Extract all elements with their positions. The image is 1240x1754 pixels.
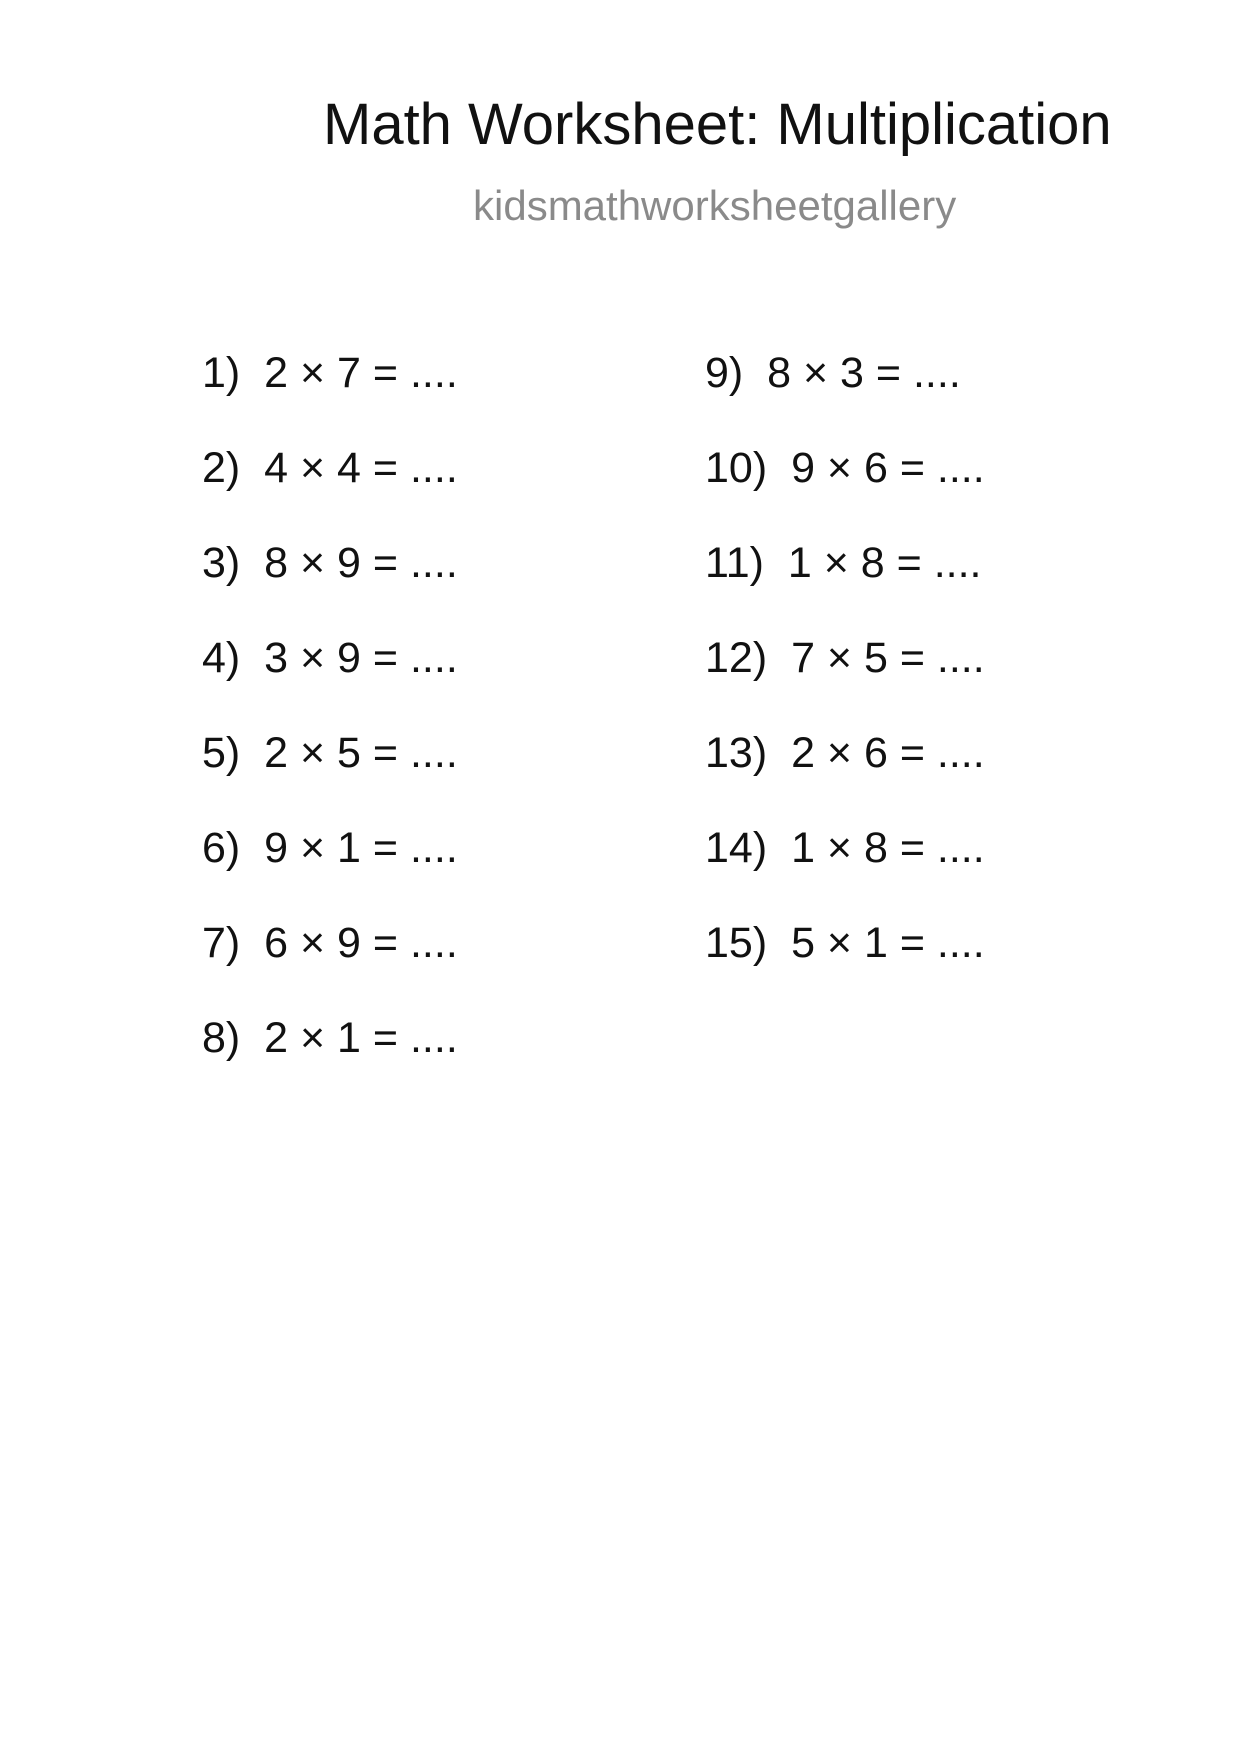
worksheet-subtitle: kidsmathworksheetgallery	[473, 182, 957, 229]
problem-number: 5)	[202, 729, 241, 777]
problem-expression: 5 × 1 = ....	[791, 919, 985, 967]
problem-expression: 3 × 9 = ....	[264, 634, 458, 682]
problem-number: 8)	[202, 1014, 241, 1062]
problem-item	[202, 444, 458, 542]
problem-item	[202, 1014, 458, 1112]
problem-expression: 7 × 5 = ....	[791, 634, 985, 682]
problem-expression: 8 × 9 = ....	[264, 539, 458, 587]
problem-item	[705, 634, 985, 732]
problem-item	[705, 444, 985, 542]
problem-expression: 2 × 1 = ....	[264, 1014, 458, 1062]
problem-column-right	[705, 349, 985, 1017]
problem-number: 1)	[202, 349, 241, 397]
problem-item	[705, 824, 985, 922]
problem-item	[202, 349, 458, 447]
problem-item	[705, 539, 985, 637]
problem-expression: 4 × 4 = ....	[264, 444, 458, 492]
problem-number: 10)	[705, 444, 768, 492]
problem-number: 2)	[202, 444, 241, 492]
problem-number: 6)	[202, 824, 241, 872]
problem-number: 14)	[705, 824, 768, 872]
problem-expression: 9 × 6 = ....	[791, 444, 985, 492]
problem-item	[202, 824, 458, 922]
problem-column-left	[202, 349, 458, 1112]
problem-item	[202, 539, 458, 637]
problem-item	[705, 349, 985, 447]
worksheet-title: Math Worksheet: Multiplication	[323, 92, 1112, 157]
problem-expression: 2 × 7 = ....	[264, 349, 458, 397]
problem-expression: 9 × 1 = ....	[264, 824, 458, 872]
problem-expression: 2 × 5 = ....	[264, 729, 458, 777]
problem-item	[705, 729, 985, 827]
problem-expression: 6 × 9 = ....	[264, 919, 458, 967]
problem-number: 13)	[705, 729, 768, 777]
problem-expression: 8 × 3 = ....	[767, 349, 961, 397]
problem-number: 9)	[705, 349, 744, 397]
problem-expression: 1 × 8 = ....	[791, 824, 985, 872]
problem-item	[202, 729, 458, 827]
problem-item	[705, 919, 985, 1017]
problem-expression: 1 × 8 = ....	[787, 539, 982, 587]
problem-expression: 2 × 6 = ....	[791, 729, 985, 777]
problem-number: 3)	[202, 539, 241, 587]
problem-item	[202, 919, 458, 1017]
problem-number: 15)	[705, 919, 768, 967]
problem-number: 4)	[202, 634, 241, 682]
problem-number: 7)	[202, 919, 241, 967]
problem-number: 12)	[705, 634, 768, 682]
problem-number: 11)	[705, 539, 764, 587]
problem-item	[202, 634, 458, 732]
